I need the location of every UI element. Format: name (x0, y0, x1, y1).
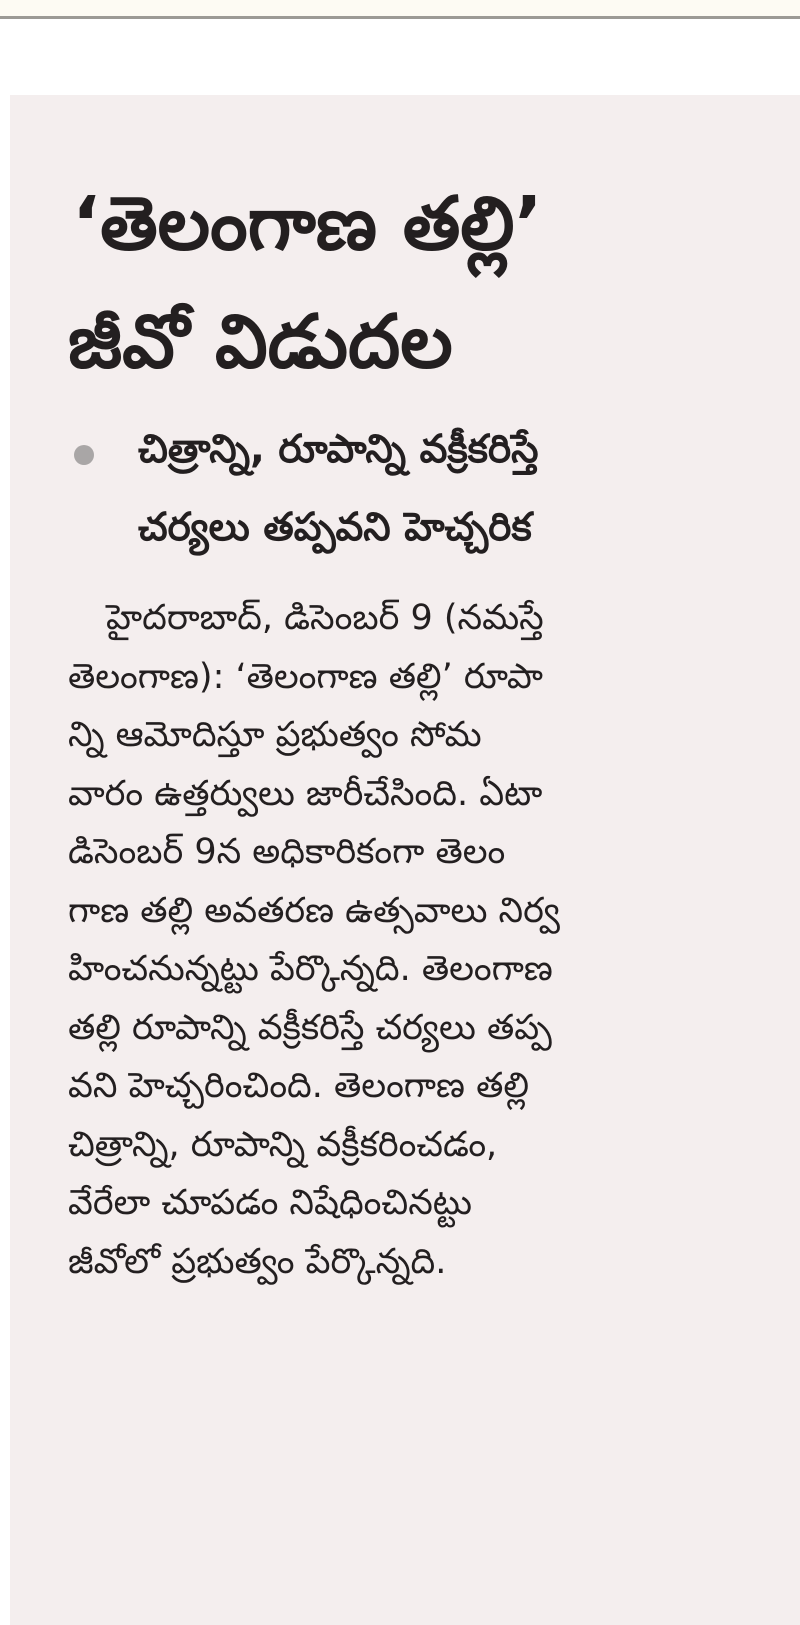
body-line: డిసెంబర్ 9న అధికారికంగా తెలం (68, 832, 506, 872)
headline-line-2: జీవో విడుదల (68, 299, 453, 385)
body-line: తల్లి రూపాన్ని వక్రీకరిస్తే చర్యలు తప్ప (68, 1007, 552, 1048)
body-line: వారం ఉత్తర్వులు జారీచేసింది. ఏటా (68, 773, 543, 814)
body-line: గాణ తల్లి అవతరణ ఉత్సవాలు నిర్వ (68, 890, 560, 931)
article-body (68, 589, 756, 1291)
article-headline (68, 165, 756, 401)
body-line: న్ని ఆమోదిస్తూ ప్రభుత్వం సోమ (68, 715, 482, 755)
subheading-line-2: చర్యలు తప్పవని హెచ్చరిక (138, 505, 532, 550)
article-subheading (68, 411, 756, 567)
subheading-line-1: చిత్రాన్ని, రూపాన్ని వక్రీకరిస్తే (138, 427, 539, 472)
body-line: తెలంగాణ): ‘తెలంగాణ తల్లి’ రూపా (68, 656, 543, 697)
body-line: హైదరాబాద్, డిసెంబర్ 9 (నమస్తే (106, 598, 544, 638)
bullet-icon (74, 445, 94, 465)
body-line: చిత్రాన్ని, రూపాన్ని వక్రీకరించడం, (68, 1124, 498, 1165)
body-line: జీవోలో ప్రభుత్వం పేర్కొన్నది. (68, 1241, 447, 1282)
top-border-strip (0, 0, 800, 19)
news-article-clipping (10, 95, 800, 1625)
headline-line-1: ‘తెలంగాణ తల్లి’ (72, 181, 543, 267)
body-line: వని హెచ్చరించింది. తెలంగాణ తల్లి (68, 1066, 529, 1106)
body-line: హించనున్నట్టు పేర్కొన్నది. తెలంగాణ (68, 949, 553, 989)
body-line: వేరేలా చూపడం నిషేధించినట్టు (68, 1183, 472, 1223)
